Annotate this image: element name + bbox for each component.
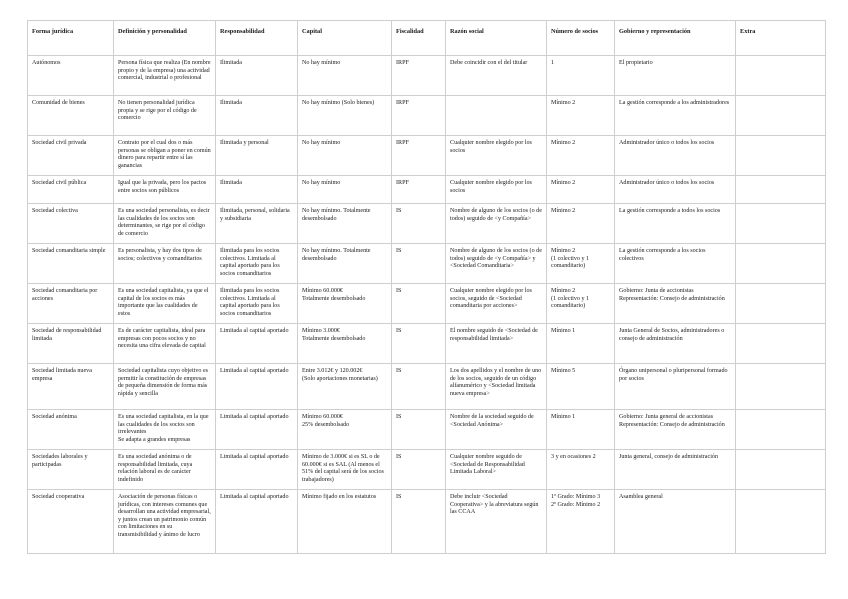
header-row — [28, 21, 826, 56]
cell-extra — [736, 244, 826, 284]
cell-forma-juridica — [28, 176, 114, 204]
cell-forma-juridica — [28, 204, 114, 244]
cell-definicion — [114, 324, 216, 364]
cell-definicion — [114, 244, 216, 284]
cell-definicion — [114, 450, 216, 490]
cell-razon-social — [446, 176, 547, 204]
cell-fiscalidad-text: IS — [396, 368, 402, 374]
cell-numero-socios-text: Mínimo 2 (1 colectivo y 1 comanditario) — [551, 288, 590, 310]
cell-numero-socios-text: Mínimo 5 — [551, 368, 576, 374]
cell-definicion-text: Es una sociedad personalista, es decir las cualidades de los socios son determinantes, se rige por el código de comercio — [118, 208, 210, 237]
cell-responsabilidad-text: Limitada al capital aportado — [220, 328, 289, 334]
table-row — [28, 96, 826, 136]
cell-gobierno-text: Administrador único o todos los socios — [619, 140, 715, 146]
cell-razon-social-text: Cualquier nombre elegido por los socios, seguido de <Sociedad comanditaria por acciones> — [450, 288, 532, 310]
cell-responsabilidad — [216, 176, 298, 204]
cell-definicion-text: Persona física que realiza (En nombre propio y de la empresa) una actividad comercial, industrial o profesional — [118, 60, 211, 82]
cell-definicion — [114, 176, 216, 204]
cell-gobierno-text: Gobierno: Junta general de accionistas Representación: Consejo de administración — [619, 414, 725, 428]
cell-forma-juridica — [28, 450, 114, 490]
cell-capital — [298, 284, 392, 324]
cell-fiscalidad — [392, 284, 446, 324]
cell-numero-socios-text: Mínimo 2 — [551, 208, 576, 214]
cell-capital — [298, 324, 392, 364]
cell-capital — [298, 244, 392, 284]
cell-responsabilidad-text: Ilimitada — [220, 180, 242, 186]
cell-gobierno — [615, 176, 736, 204]
cell-responsabilidad — [216, 364, 298, 410]
cell-gobierno — [615, 450, 736, 490]
cell-gobierno-text: Asamblea general — [619, 494, 663, 500]
cell-extra — [736, 410, 826, 450]
cell-definicion-text: Es una sociedad capitalista, en la que las cualidades de los socios son irrelevantes Se adapta a grandes empresas — [118, 414, 209, 443]
cell-numero-socios — [547, 284, 615, 324]
cell-fiscalidad — [392, 364, 446, 410]
cell-forma-juridica-text: Sociedad cooperativa — [32, 494, 85, 500]
cell-definicion-text: Contrato por el cual dos o más personas se obligan a poner en común dinero para repartir entre sí las ganancias — [118, 140, 211, 169]
cell-responsabilidad — [216, 324, 298, 364]
cell-razon-social-text: Nombre de alguno de los socios (o de todos) seguido de <y Compañía> — [450, 208, 542, 222]
cell-numero-socios — [547, 324, 615, 364]
cell-definicion — [114, 364, 216, 410]
cell-numero-socios — [547, 410, 615, 450]
cell-definicion-text: No tienen personalidad jurídica propia y se rige por el código de comercio — [118, 100, 197, 122]
cell-forma-juridica-text: Sociedad anónima — [32, 414, 77, 420]
cell-razon-social-text: El nombre seguido de <Sociedad de responsabilidad limitada> — [450, 328, 538, 342]
cell-gobierno — [615, 410, 736, 450]
cell-forma-juridica — [28, 284, 114, 324]
table-row — [28, 450, 826, 490]
cell-razon-social — [446, 96, 547, 136]
cell-responsabilidad — [216, 284, 298, 324]
table-row — [28, 204, 826, 244]
cell-numero-socios-text: Mínimo 1 — [551, 328, 576, 334]
cell-razon-social — [446, 410, 547, 450]
cell-fiscalidad — [392, 244, 446, 284]
cell-fiscalidad-text: IS — [396, 328, 402, 334]
cell-razon-social-text: Cualquier nombre elegido por los socios — [450, 140, 532, 154]
cell-extra — [736, 96, 826, 136]
cell-responsabilidad — [216, 56, 298, 96]
cell-definicion-text: Sociedad capitalista cuyo objetivo es permitir la constitución de empresas de pequeña dimensión de forma más rápida y sencilla — [118, 368, 209, 397]
cell-numero-socios-text: 1 — [551, 60, 555, 66]
cell-forma-juridica-text: Sociedad comanditaria por acciones — [32, 288, 98, 302]
cell-razon-social — [446, 450, 547, 490]
cell-gobierno — [615, 56, 736, 96]
header-forma-juridica: Forma jurídica — [28, 21, 114, 56]
header-fiscalidad: Fiscalidad — [392, 21, 446, 56]
header-numero-socios: Número de socios — [547, 21, 615, 56]
cell-capital-text: Mínimo de 3.000€ si es SL o de 60.000€ si es SAL (Al menos el 51% del capital será de los socios trabajadores) — [302, 454, 384, 483]
cell-capital — [298, 96, 392, 136]
cell-numero-socios — [547, 176, 615, 204]
cell-extra — [736, 364, 826, 410]
cell-definicion — [114, 204, 216, 244]
cell-responsabilidad-text: Limitada al capital aportado — [220, 368, 289, 374]
table-row — [28, 284, 826, 324]
cell-gobierno — [615, 284, 736, 324]
table-row — [28, 410, 826, 450]
cell-razon-social — [446, 204, 547, 244]
cell-responsabilidad-text: Limitada al capital aportado — [220, 454, 289, 460]
cell-gobierno — [615, 324, 736, 364]
cell-definicion — [114, 410, 216, 450]
cell-capital-text: Mínimo 60.000€ Totalmente desembolsado — [302, 288, 366, 302]
cell-definicion — [114, 136, 216, 176]
cell-fiscalidad — [392, 136, 446, 176]
cell-numero-socios — [547, 204, 615, 244]
cell-responsabilidad-text: Limitada al capital aportado — [220, 414, 289, 420]
cell-forma-juridica — [28, 244, 114, 284]
header-definicion: Definición y personalidad — [114, 21, 216, 56]
cell-numero-socios — [547, 364, 615, 410]
cell-capital — [298, 136, 392, 176]
cell-definicion — [114, 490, 216, 554]
cell-forma-juridica-text: Sociedad civil pública — [32, 180, 87, 186]
cell-gobierno-text: Órgano unipersonal o pluripersonal formado por socios — [619, 368, 728, 382]
cell-razon-social — [446, 284, 547, 324]
cell-fiscalidad-text: IS — [396, 414, 402, 420]
header-capital: Capital — [298, 21, 392, 56]
cell-forma-juridica-text: Comunidad de bienes — [32, 100, 85, 106]
cell-responsabilidad — [216, 204, 298, 244]
cell-razon-social-text: Debe coincidir con el del titular — [450, 60, 528, 66]
cell-numero-socios — [547, 136, 615, 176]
cell-razon-social — [446, 324, 547, 364]
cell-responsabilidad — [216, 136, 298, 176]
cell-forma-juridica-text: Autónomos — [32, 60, 61, 66]
cell-gobierno-text: Gobierno: Junta de accionistas Representación: Consejo de administración — [619, 288, 725, 302]
cell-gobierno — [615, 364, 736, 410]
cell-capital — [298, 56, 392, 96]
cell-capital — [298, 204, 392, 244]
cell-definicion — [114, 56, 216, 96]
cell-fiscalidad-text: IRPF — [396, 100, 409, 106]
cell-responsabilidad-text: Ilimitada para los socios colectivos. Limitada al capital aportado para los socios comanditarios — [220, 288, 280, 317]
cell-razon-social-text: Cualquier nombre elegido por los socios — [450, 180, 532, 194]
cell-capital — [298, 490, 392, 554]
cell-forma-juridica-text: Sociedad comanditaria simple — [32, 248, 106, 254]
cell-numero-socios — [547, 96, 615, 136]
cell-numero-socios — [547, 490, 615, 554]
cell-definicion-text: Es personalista, y hay dos tipos de socios; colectivos y comanditarios — [118, 248, 202, 262]
cell-forma-juridica — [28, 136, 114, 176]
cell-forma-juridica — [28, 96, 114, 136]
table-row — [28, 56, 826, 96]
cell-razon-social-text: Nombre de alguno de los socios (o de todos) seguido de <y Compañía> y <Sociedad Comanditaria> — [450, 248, 542, 270]
cell-fiscalidad-text: IRPF — [396, 180, 409, 186]
header-gobierno: Gobierno y representación — [615, 21, 736, 56]
cell-capital-text: No hay mínimo. Totalmente desembolsado — [302, 248, 371, 262]
cell-responsabilidad-text: Ilimitada y personal — [220, 140, 269, 146]
cell-extra — [736, 204, 826, 244]
cell-razon-social — [446, 136, 547, 176]
table-row — [28, 244, 826, 284]
cell-definicion-text: Igual que la privada, pero los pactos entre socios son públicos — [118, 180, 207, 194]
cell-capital — [298, 176, 392, 204]
cell-responsabilidad — [216, 490, 298, 554]
cell-numero-socios-text: Mínimo 2 — [551, 180, 576, 186]
cell-capital-text: Entre 3.012€ y 120.002€ (Solo aportaciones monetarias) — [302, 368, 378, 382]
cell-forma-juridica — [28, 324, 114, 364]
cell-definicion-text: Es una sociedad anónima o de responsabilidad limitada, cuya relación laboral es de carácter indefinido — [118, 454, 193, 483]
cell-extra — [736, 176, 826, 204]
cell-forma-juridica-text: Sociedad limitada nueva empresa — [32, 368, 92, 382]
cell-gobierno-text: La gestión corresponde a los administradores — [619, 100, 730, 106]
cell-fiscalidad — [392, 490, 446, 554]
comparison-sheet — [27, 20, 826, 554]
cell-fiscalidad-text: IRPF — [396, 140, 409, 146]
cell-razon-social — [446, 244, 547, 284]
cell-gobierno-text: El propietario — [619, 60, 653, 66]
cell-extra — [736, 136, 826, 176]
cell-fiscalidad-text: IS — [396, 494, 402, 500]
cell-definicion — [114, 96, 216, 136]
cell-gobierno-text: Junta General de Socios, administradores o consejo de administración — [619, 328, 725, 342]
cell-extra — [736, 490, 826, 554]
cell-fiscalidad-text: IRPF — [396, 60, 409, 66]
table-row — [28, 490, 826, 554]
table-row — [28, 136, 826, 176]
table-row — [28, 176, 826, 204]
table-row — [28, 324, 826, 364]
cell-forma-juridica-text: Sociedad colectiva — [32, 208, 78, 214]
cell-capital — [298, 410, 392, 450]
cell-fiscalidad-text: IS — [396, 454, 402, 460]
cell-forma-juridica-text: Sociedad civil privada — [32, 140, 87, 146]
cell-responsabilidad — [216, 410, 298, 450]
cell-extra — [736, 324, 826, 364]
cell-capital-text: Mínimo 60.000€ 25% desembolsado — [302, 414, 350, 428]
legal-forms-table — [27, 20, 826, 554]
cell-responsabilidad — [216, 450, 298, 490]
cell-definicion-text: Es una sociedad capitalista, ya que el capital de los socios es más importante que las cualidades de estos — [118, 288, 209, 317]
cell-fiscalidad-text: IS — [396, 248, 402, 254]
header-razon-social: Razón social — [446, 21, 547, 56]
cell-fiscalidad-text: IS — [396, 288, 402, 294]
cell-fiscalidad-text: IS — [396, 208, 402, 214]
cell-razon-social — [446, 364, 547, 410]
header-extra: Extra — [736, 21, 826, 56]
cell-numero-socios-text: Mínimo 2 (1 colectivo y 1 comanditario) — [551, 248, 590, 270]
cell-forma-juridica-text: Sociedad de responsabilidad limitada — [32, 328, 102, 342]
cell-responsabilidad-text: Ilimitada — [220, 60, 242, 66]
cell-capital-text: No hay mínimo (Solo bienes) — [302, 100, 375, 106]
cell-capital-text: No hay mínimo — [302, 140, 341, 146]
cell-definicion-text: Es de carácter capitalista, ideal para empresas con pocos socios y no necesita una cifra elevada de capital — [118, 328, 206, 350]
cell-razon-social-text: Los dos apellidos y el nombre de uno de los socios, seguido de un código alfanumérico y <Sociedad limitada nueva empresa> — [450, 368, 542, 397]
cell-capital-text: Mínimo 3.000€ Totalmente desembolsado — [302, 328, 366, 342]
cell-responsabilidad-text: Limitada al capital aportado — [220, 494, 289, 500]
cell-extra — [736, 450, 826, 490]
cell-gobierno-text: La gestión corresponde a los socios colectivos — [619, 248, 706, 262]
cell-razon-social-text: Cualquier nombre seguido de <Sociedad de Responsabilidad Limitada Laboral> — [450, 454, 525, 476]
cell-responsabilidad — [216, 244, 298, 284]
cell-forma-juridica — [28, 56, 114, 96]
cell-capital-text: Mínimo fijado en los estatutos — [302, 494, 377, 500]
cell-fiscalidad — [392, 324, 446, 364]
header-responsabilidad: Responsabilidad — [216, 21, 298, 56]
table-row — [28, 364, 826, 410]
cell-fiscalidad — [392, 204, 446, 244]
cell-numero-socios-text: 3 y en ocasiones 2 — [551, 454, 596, 460]
cell-gobierno — [615, 96, 736, 136]
cell-fiscalidad — [392, 56, 446, 96]
cell-extra — [736, 56, 826, 96]
cell-fiscalidad — [392, 96, 446, 136]
cell-forma-juridica — [28, 410, 114, 450]
cell-forma-juridica-text: Sociedades laborales y participadas — [32, 454, 88, 468]
cell-forma-juridica — [28, 364, 114, 410]
cell-gobierno — [615, 136, 736, 176]
cell-extra — [736, 284, 826, 324]
cell-gobierno-text: Administrador único o todos los socios — [619, 180, 715, 186]
cell-numero-socios-text: Mínimo 2 — [551, 140, 576, 146]
cell-numero-socios — [547, 244, 615, 284]
cell-fiscalidad — [392, 176, 446, 204]
cell-capital — [298, 364, 392, 410]
cell-numero-socios-text: Mínimo 1 — [551, 414, 576, 420]
cell-fiscalidad — [392, 450, 446, 490]
cell-razon-social — [446, 56, 547, 96]
cell-numero-socios — [547, 450, 615, 490]
cell-responsabilidad-text: Ilimitada — [220, 100, 242, 106]
cell-gobierno — [615, 204, 736, 244]
cell-gobierno-text: La gestión corresponde a todos los socios — [619, 208, 721, 214]
cell-razon-social-text: Debe incluir <Sociedad Cooperativa> y la abreviatura según las CCAA — [450, 494, 539, 516]
cell-definicion — [114, 284, 216, 324]
cell-responsabilidad-text: Ilimitada para los socios colectivos. Limitada al capital aportado para los socios comanditarios — [220, 248, 280, 277]
cell-capital-text: No hay mínimo. Totalmente desembolsado — [302, 208, 371, 222]
cell-fiscalidad — [392, 410, 446, 450]
cell-forma-juridica — [28, 490, 114, 554]
cell-gobierno-text: Junta general, consejo de administración — [619, 454, 718, 460]
cell-responsabilidad-text: Ilimitada, personal, solidaria y subsidiaria — [220, 208, 290, 222]
cell-definicion-text: Asociación de personas físicas o jurídicas, con intereses comunes que desarrollan una actividad empresarial, y juntos crean un patrimonio común con limitaciones en su transmisibilidad y ánimo de lucro — [118, 494, 211, 538]
cell-numero-socios-text: Mínimo 2 — [551, 100, 576, 106]
cell-numero-socios — [547, 56, 615, 96]
cell-responsabilidad — [216, 96, 298, 136]
cell-razon-social-text: Nombre de la sociedad seguido de <Sociedad Anónima> — [450, 414, 534, 428]
cell-gobierno — [615, 490, 736, 554]
cell-capital-text: No hay mínimo — [302, 180, 341, 186]
cell-numero-socios-text: 1º Grado: Mínimo 3 2º Grado: Mínimo 2 — [551, 494, 601, 508]
cell-razon-social — [446, 490, 547, 554]
cell-capital — [298, 450, 392, 490]
cell-gobierno — [615, 244, 736, 284]
table-body — [28, 56, 826, 554]
cell-capital-text: No hay mínimo — [302, 60, 341, 66]
